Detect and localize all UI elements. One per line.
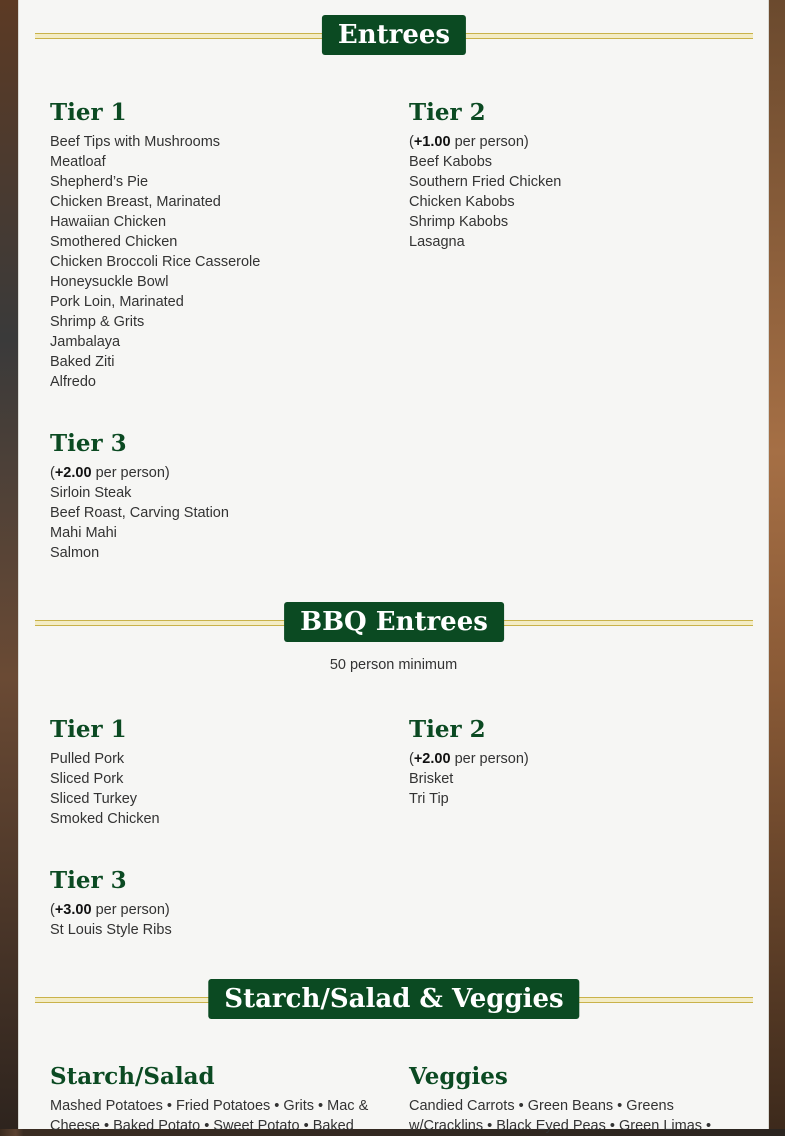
menu-item: Chicken Breast, Marinated [50, 194, 221, 210]
starch-salad-title: Starch/Salad [50, 1063, 215, 1090]
menu-item: Lasagna [409, 234, 465, 250]
price-amount: +2.00 [54, 465, 92, 481]
menu-item: Salmon [50, 545, 100, 561]
price-suffix: per person) [91, 902, 170, 918]
tier-title: Tier 2 [409, 716, 486, 743]
menu-item: Mahi Mahi [50, 525, 117, 541]
menu-item: Jambalaya [50, 334, 121, 350]
veggies-column [409, 1064, 729, 1136]
menu-item: Shrimp Kabobs [409, 214, 509, 230]
menu-item: Pulled Pork [50, 751, 125, 767]
menu-page [18, 0, 769, 1134]
entrees-title: Entrees [322, 15, 466, 55]
item-list [409, 749, 749, 809]
bbq-tier1 [50, 717, 390, 829]
menu-item: Smothered Chicken [50, 234, 178, 250]
menu-item: Beef Roast, Carving Station [50, 505, 229, 521]
price-amount: +1.00 [413, 134, 451, 150]
entrees-banner [35, 15, 753, 55]
starch-salad-text: Mashed Potatoes • Fried Potatoes • Grits • Mac & Cheese • Baked Potato • Sweet Potato • Baked [50, 1098, 369, 1134]
sides-banner [35, 979, 753, 1019]
menu-item: Brisket [409, 771, 454, 787]
background-right [767, 0, 785, 1129]
item-list [50, 132, 390, 392]
price-line [409, 132, 749, 152]
menu-item: Chicken Kabobs [409, 194, 515, 210]
menu-item: St Louis Style Ribs [50, 922, 172, 938]
price-suffix: per person) [450, 751, 529, 767]
item-list [409, 132, 749, 252]
menu-item: Hawaiian Chicken [50, 214, 167, 230]
price-prefix: ( [409, 751, 414, 767]
bbq-banner [35, 602, 753, 642]
tier-title: Tier 3 [50, 430, 127, 457]
starch-salad-column [50, 1064, 385, 1136]
tier-title: Tier 1 [50, 99, 127, 126]
item-list [50, 463, 390, 563]
menu-item: Alfredo [50, 374, 96, 390]
item-list [50, 749, 390, 829]
menu-item: Southern Fried Chicken [409, 174, 562, 190]
veggies-text: Candied Carrots • Green Beans • Greens w/Cracklins • Black Eyed Peas • Green Limas • [409, 1098, 712, 1134]
background-left [0, 0, 18, 1129]
bbq-tier2 [409, 717, 749, 809]
item-list [50, 900, 390, 940]
bbq-title: BBQ Entrees [284, 602, 504, 642]
price-prefix: ( [50, 465, 55, 481]
price-amount: +2.00 [413, 751, 451, 767]
bbq-tier3 [50, 868, 390, 940]
entrees-tier1 [50, 100, 390, 392]
menu-item: Baked Ziti [50, 354, 115, 370]
menu-item: Honeysuckle Bowl [50, 274, 169, 290]
bbq-minimum-note: 50 person minimum [329, 657, 458, 673]
menu-item: Sliced Turkey [50, 791, 138, 807]
entrees-tier3 [50, 431, 390, 563]
menu-item: Smoked Chicken [50, 811, 160, 827]
menu-item: Sliced Pork [50, 771, 124, 787]
menu-item: Meatloaf [50, 154, 106, 170]
menu-item: Shepherd’s Pie [50, 174, 149, 190]
price-line [50, 900, 390, 920]
price-line [50, 463, 390, 483]
menu-item: Shrimp & Grits [50, 314, 145, 330]
tier-title: Tier 3 [50, 867, 127, 894]
price-line [409, 749, 749, 769]
menu-item: Beef Tips with Mushrooms [50, 134, 221, 150]
tier-title: Tier 2 [409, 99, 486, 126]
menu-item: Beef Kabobs [409, 154, 493, 170]
menu-item: Chicken Broccoli Rice Casserole [50, 254, 261, 270]
veggies-title: Veggies [409, 1063, 508, 1090]
price-prefix: ( [409, 134, 414, 150]
menu-item: Sirloin Steak [50, 485, 132, 501]
price-amount: +3.00 [54, 902, 92, 918]
entrees-tier2 [409, 100, 749, 252]
menu-item: Tri Tip [409, 791, 449, 807]
menu-item: Pork Loin, Marinated [50, 294, 184, 310]
price-suffix: per person) [450, 134, 529, 150]
price-suffix: per person) [91, 465, 170, 481]
price-prefix: ( [50, 902, 55, 918]
sides-title: Starch/Salad & Veggies [208, 979, 579, 1019]
tier-title: Tier 1 [50, 716, 127, 743]
